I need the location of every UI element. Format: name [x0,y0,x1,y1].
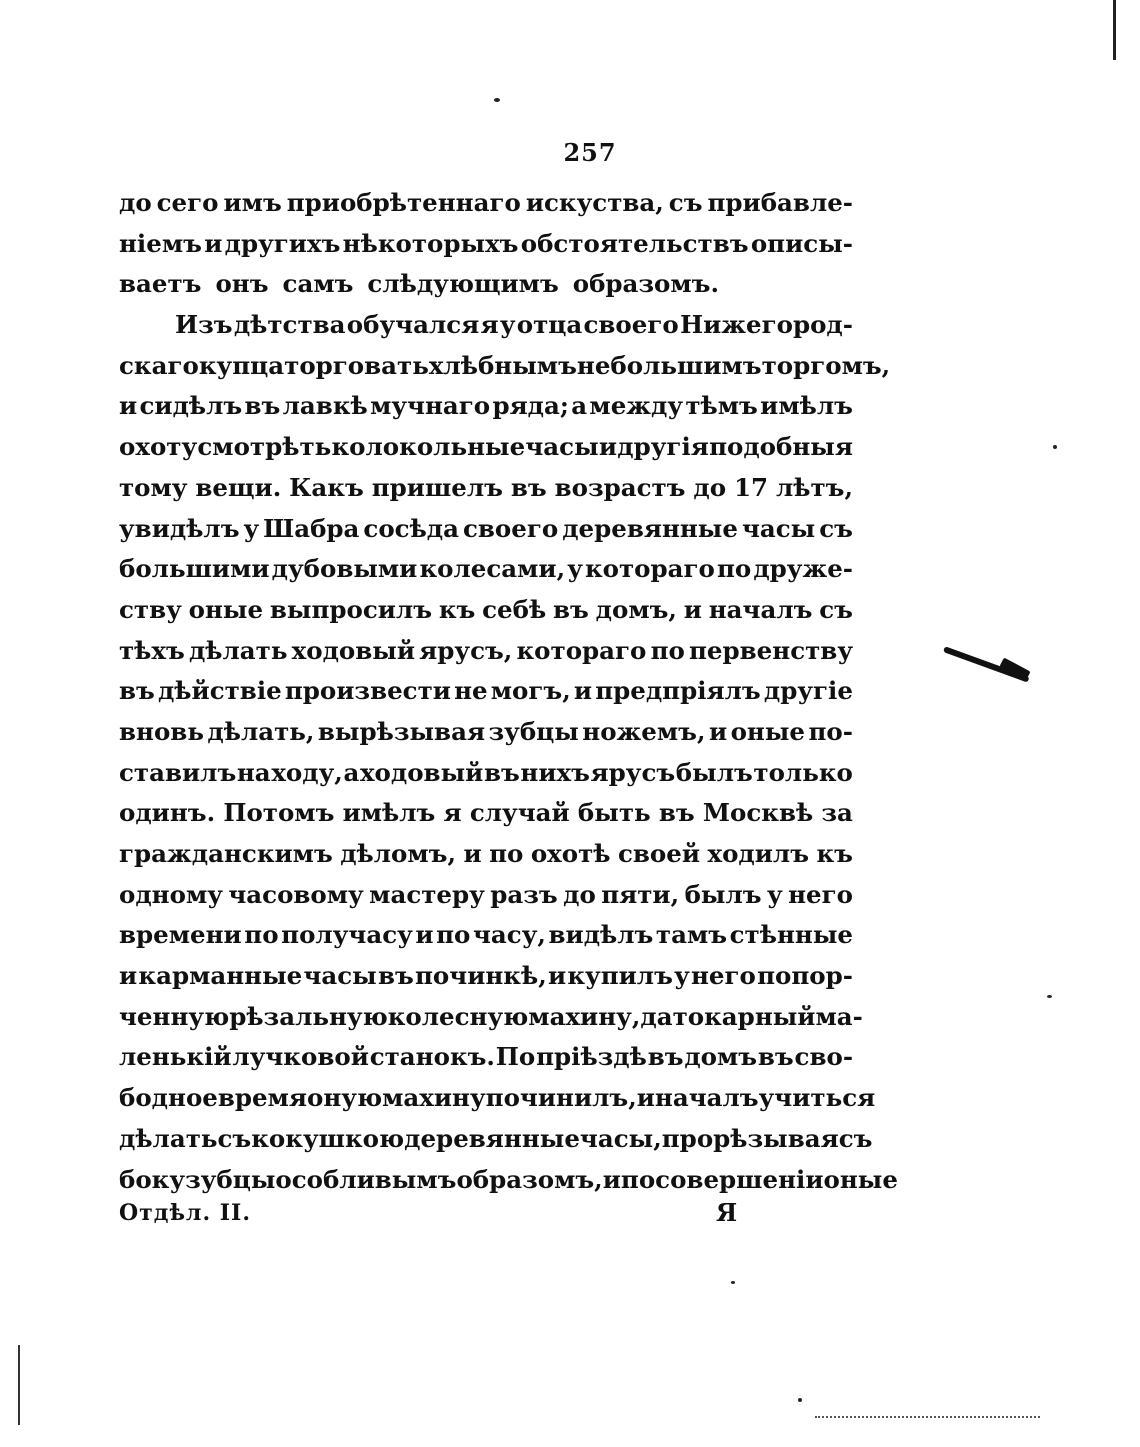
ink-speck [1047,995,1052,998]
section-signature: Отдѣл. II. [119,1200,251,1226]
text-line-content [119,631,853,672]
word: домъ [684,1042,758,1072]
word: ству [119,594,182,624]
word: карманные [138,961,303,991]
word: большими [119,554,270,584]
word: своей [617,839,701,868]
word: дѣломъ, [340,839,456,868]
word: былъ [675,757,753,787]
word: сидѣлъ [139,391,243,421]
text-line-content [119,386,853,427]
word: торговать [284,350,429,380]
text-line-content [119,793,853,834]
word: и [573,676,593,706]
word: и [119,961,138,991]
word: оную [307,1083,383,1113]
word: подобныя [709,432,853,462]
word: самъ [282,269,354,299]
word: особливымъ [275,1164,457,1194]
text-line-content [119,834,853,875]
word: Какъ [289,472,364,502]
word: и [415,920,434,950]
word: другія [617,432,709,462]
scan-edge-mark [1113,0,1116,60]
word: торгомъ, [761,350,891,380]
word: обстоятельствъ [520,228,749,258]
text-line [119,468,853,509]
word: прибавле- [707,188,853,217]
word: пяти, [601,879,680,909]
text-line-content [119,915,853,956]
word: по [436,920,471,950]
word: ходу, [271,757,343,787]
word: съ [217,1123,252,1153]
word: у [567,554,583,584]
word: скаго [119,350,199,380]
word: образомъ, [456,1164,603,1194]
word: въ [244,391,281,421]
text-line [119,183,853,224]
word: видѣлъ [548,920,654,950]
word: учиться [758,1083,876,1113]
word: началъ [708,594,813,624]
text-line-content [119,427,853,468]
word: тамъ [655,920,728,950]
word: въ [377,961,414,991]
word: деревянные [404,1123,580,1153]
word: лавкѣ [282,391,368,421]
text-line-content [119,875,853,916]
word: небольшимъ [576,350,762,380]
word: часы [741,513,816,543]
text-line-content [119,183,853,224]
body-text [119,183,898,1200]
word: него [788,879,853,909]
word: возрастъ [554,472,686,502]
text-line-content [175,305,853,346]
word: мучнаго [370,391,491,421]
word: другихъ [224,228,341,258]
word: дѣтства [233,310,346,340]
word: ма- [815,1001,863,1031]
word: него [690,961,756,991]
word: попор- [757,961,853,991]
word: за [821,798,853,828]
word: предпріялъ [595,676,761,706]
word: по [244,920,279,950]
text-line [119,1037,853,1078]
word: обучался [346,310,480,340]
word: у [674,961,690,991]
ink-speck [731,1281,735,1284]
word: лучковой [232,1042,369,1072]
word: станокъ. [369,1042,495,1072]
word: зубцы [488,716,579,746]
word: Изъ [175,310,233,340]
text-line-content [119,1037,853,1078]
text-line-content [119,712,853,753]
word: другіе [763,676,853,706]
word: часу, [472,920,546,950]
word: гражданскимъ [119,839,333,868]
word: по [620,1164,656,1194]
word: до [563,879,596,909]
text-line-content [119,671,853,712]
word: одинъ. [119,798,216,828]
word: Москвѣ [702,798,814,828]
word: часовому [228,879,364,909]
word: увидѣлъ [119,513,240,543]
word: я [443,798,462,828]
word: себѣ [482,594,547,624]
word: и [708,716,728,746]
text-line-content [119,997,863,1038]
text-line-content [119,509,853,550]
word: у [243,513,260,543]
word: могъ, [490,676,571,706]
text-line [119,386,853,427]
word: имѣлъ [760,391,853,421]
word: тѣмъ [685,391,758,421]
scan-dotted-edge [815,1416,1040,1418]
word: токарный [672,1001,816,1031]
text-line [119,590,853,631]
word: лѣтъ, [775,472,853,502]
word: дѣлать, [207,716,315,746]
text-line [119,671,853,712]
word: въ [510,472,547,502]
word: искуства, [525,188,664,217]
word: вновь [119,716,204,746]
text-line [119,1119,873,1160]
word: дѣлать [188,635,288,665]
word: описы- [750,228,853,258]
word: съ [838,1123,873,1153]
word: съ [819,513,853,543]
word: сосѣда [363,513,460,543]
word: махину, [528,1001,641,1031]
word: ножемъ, [582,716,706,746]
word: часы [303,961,377,991]
word: купца [198,350,285,380]
word: По [495,1042,536,1072]
text-line-content [119,346,891,387]
word: пришелъ [371,472,503,502]
word: быть [577,798,651,828]
word: стѣнные [729,920,853,950]
word: по [716,554,752,584]
word: слѣдующимъ [367,269,559,299]
word: въ [647,1042,684,1072]
word: только [753,757,853,787]
word: выпросилъ [269,594,433,624]
word: ряда; [492,391,569,421]
text-line [119,875,853,916]
text-line [119,346,891,387]
word: Нижегород- [679,310,853,340]
text-line-content [119,1078,876,1119]
word: купилъ [567,961,673,991]
word: получасу [281,920,413,950]
word: вещи. [195,472,282,502]
text-line [119,264,853,305]
word: между [589,391,684,421]
word: и [119,391,138,421]
word: домъ, [595,594,677,624]
word: боку [119,1164,186,1194]
word: ніемъ [119,228,202,258]
word: часы, [579,1123,662,1153]
word: у [499,310,516,340]
word: оные [188,594,264,624]
word: оные [823,1164,898,1194]
text-line [119,997,863,1038]
word: ходовый [359,757,484,787]
word: ваетъ [119,269,202,299]
word: махину [382,1083,486,1113]
text-line [119,305,853,346]
text-line [119,549,853,590]
word: въ [658,798,695,828]
word: въ [553,594,589,624]
text-line-content [119,264,853,305]
text-line-content [119,590,853,631]
text-line-content [119,956,853,997]
word: и [547,961,567,991]
word: первенству [689,635,853,665]
word: дубовыми [271,554,418,584]
word: своего [462,513,559,543]
word: оные [730,716,805,746]
word: и [636,1083,655,1113]
text-line-content [119,1119,873,1160]
text-line [119,631,853,672]
word: ленькій [119,1042,232,1072]
text-line-content [119,224,853,265]
word: одному [119,879,223,909]
word: до [693,472,727,502]
word: началъ [654,1083,759,1113]
word: ходилъ [707,839,809,868]
word: пріѣздѣ [536,1042,647,1072]
word: тому [119,472,188,502]
word: имѣлъ [342,798,436,828]
catchword: Я [716,1198,738,1227]
word: колокольные [331,432,526,462]
text-line-content [119,1160,898,1201]
word: ярусъ [590,757,676,787]
word: въ [757,1042,794,1072]
word: къ [816,839,853,868]
text-line [119,753,853,794]
word: имъ [223,188,282,217]
word: къ [438,594,476,624]
word: и [602,1164,621,1194]
word: котораго [516,635,647,665]
word: 17 [733,472,769,502]
word: ходовый [291,635,416,665]
word: и [598,432,618,462]
word: рѣзальную [229,1001,388,1031]
word: а [343,757,360,787]
text-line [119,956,853,997]
word: да [640,1001,673,1031]
text-line [119,224,853,265]
word: произвести [284,676,451,706]
text-line [119,915,853,956]
word: охотѣ [530,839,611,868]
word: починкѣ, [414,961,547,991]
word: смотрѣть [197,432,332,462]
word: котораго [584,554,715,584]
word: деревянные [562,513,738,543]
word: нихъ [520,757,590,787]
scan-edge-mark-bottom [18,1345,20,1425]
word: кокушкою [251,1123,405,1153]
word: и [204,228,223,258]
word: разъ [490,879,558,909]
text-line [119,712,853,753]
word: я [480,310,499,340]
text-line-content [119,468,853,509]
text-line [119,834,853,875]
word: былъ [684,879,762,909]
word: Потомъ [223,798,335,828]
word: сего [156,188,219,217]
text-line [119,1160,898,1201]
word: дѣйствіе [157,676,282,706]
word: бодное [119,1083,218,1113]
word: съ [819,594,853,624]
word: на [236,757,271,787]
word: и [683,594,702,624]
word: и [463,839,482,868]
text-line [119,509,853,550]
word: совершеніи [655,1164,824,1194]
word: по [650,635,685,665]
word: времени [119,920,242,950]
word: ярусъ, [419,635,513,665]
word: у [766,879,783,909]
word: охоту [119,432,198,462]
text-line [119,1078,876,1119]
word: отца [516,310,583,340]
word: въ [119,676,155,706]
word: сво- [794,1042,853,1072]
word: друже- [753,554,853,584]
word: образомъ. [572,269,720,299]
word: съ [668,188,703,217]
word: ставилъ [119,757,237,787]
ink-speck [1053,445,1057,449]
word: вырѣзывая [317,716,486,746]
word: не [454,676,488,706]
word: ченную [119,1001,230,1031]
word: колесами, [419,554,566,584]
word: хлѣбнымъ [428,350,577,380]
word: тѣхъ [119,635,185,665]
word: мастеру [369,879,485,909]
word: прорѣзывая [661,1123,839,1153]
word: въ [483,757,520,787]
word: починилъ, [485,1083,637,1113]
page-number: 257 [563,138,617,167]
word: а [571,391,588,421]
word: нѣкоторыхъ [342,228,519,258]
ink-speck [798,1398,802,1402]
word: онъ [215,269,269,299]
ink-speck [494,98,500,102]
text-line-content [119,753,853,794]
word: своего [583,310,679,340]
text-line-content [119,549,853,590]
word: до [119,188,152,217]
word: случай [469,798,570,828]
word: по [489,839,524,868]
text-line [119,793,853,834]
word: дѣлать [119,1123,218,1153]
word: Шабра [263,513,360,543]
word: часы [525,432,599,462]
word: по- [808,716,853,746]
word: время [217,1083,307,1113]
word: колесную [387,1001,529,1031]
word: приобрѣтеннаго [286,188,521,217]
text-line [119,427,853,468]
word: зубцы [185,1164,276,1194]
